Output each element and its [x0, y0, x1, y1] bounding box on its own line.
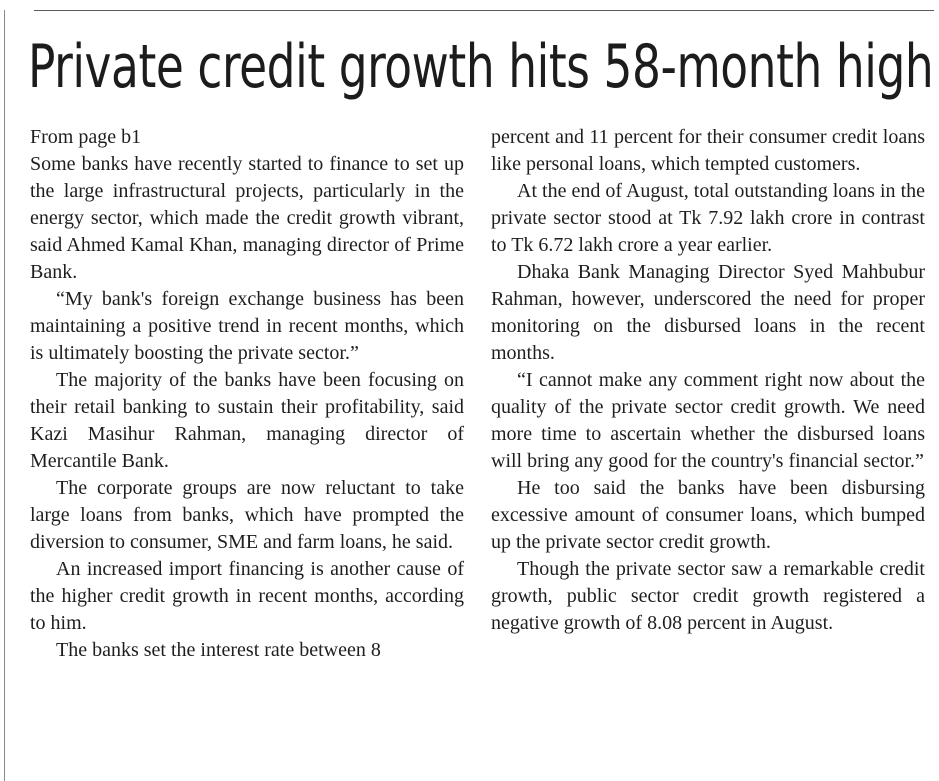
left-column	[30, 124, 464, 664]
paragraph: The corporate groups are now reluctant to take large loans from banks, which have prompted the diversion to consumer, SME and farm loans, he said.	[30, 477, 464, 553]
paragraph: “My bank's foreign exchange business has been maintaining a positive trend in recent months, which is ultimately boosting the private sector.”	[30, 288, 464, 364]
paragraph: Some banks have recently started to finance to set up the large infrastructural projects, particularly in the energy sector, which made the credit growth vibrant, said Ahmed Kamal Khan, managing director of Prime Bank.	[30, 153, 464, 283]
paragraph: He too said the banks have been disbursing excessive amount of consumer loans, which bumped up the private sector credit growth.	[491, 477, 925, 553]
paragraph: The majority of the banks have been focusing on their retail banking to sustain their profitability, said Kazi Masihur Rahman, managing director of Mercantile Bank.	[30, 369, 464, 472]
paragraph: percent and 11 percent for their consumer credit loans like personal loans, which tempted customers.	[491, 126, 925, 175]
paragraph: At the end of August, total outstanding loans in the private sector stood at Tk 7.92 lakh crore in contrast to Tk 6.72 lakh crore a year earlier.	[491, 180, 925, 256]
top-border-rule	[34, 10, 934, 11]
jump-line: From page b1	[30, 126, 142, 148]
left-border-rule	[4, 10, 5, 781]
right-column	[491, 124, 925, 637]
paragraph: Dhaka Bank Managing Director Syed Mahbubur Rahman, however, underscored the need for proper monitoring on the disbursed loans in the recent months.	[491, 261, 925, 364]
paragraph: The banks set the interest rate between 8	[56, 639, 381, 661]
headline: Private credit growth hits 58-month high	[28, 32, 934, 102]
paragraph: “I cannot make any comment right now about the quality of the private sector credit growth. We need more time to ascertain whether the disbursed loans will bring any good for the country's financial sector.”	[491, 369, 925, 472]
paragraph: Though the private sector saw a remarkable credit growth, public sector credit growth registered a negative growth of 8.08 percent in August.	[491, 558, 925, 634]
paragraph: An increased import financing is another cause of the higher credit growth in recent months, according to him.	[30, 558, 464, 634]
